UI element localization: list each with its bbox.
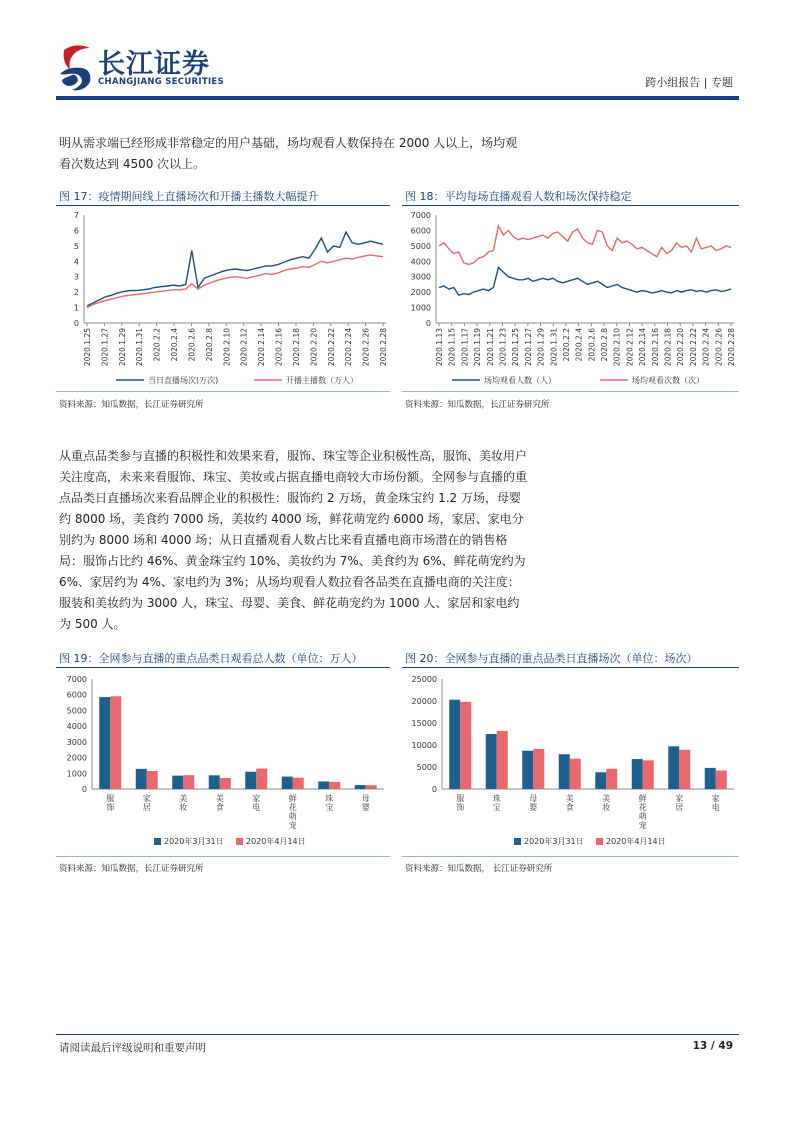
x-tick-label-char: 服 — [106, 794, 115, 803]
x-tick-label-char: 食 — [565, 803, 574, 812]
figure-17-bottom-rule — [56, 391, 390, 392]
logo-english-name: CHANGJIANG SECURITIES — [98, 77, 224, 87]
bar-母婴-1 — [355, 785, 366, 789]
bar-家居-2 — [679, 750, 690, 789]
x-tick-label-char: 母 — [529, 794, 538, 803]
figure-18-bottom-rule — [402, 391, 739, 392]
y-tick-label: 5000 — [410, 241, 431, 251]
legend-swatch-1 — [154, 838, 161, 845]
bar-美妆-2 — [183, 775, 194, 789]
x-tick-label: 2020.2.10 — [612, 328, 622, 367]
x-tick-label: 2020.1.25 — [511, 328, 521, 367]
x-tick-label: 2020.2.26 — [361, 328, 371, 367]
y-tick-label: 6000 — [66, 690, 87, 700]
x-tick-label: 2020.2.28 — [379, 328, 388, 367]
x-tick-label: 2020.1.17 — [460, 328, 470, 367]
x-tick-label: 2020.2.6 — [587, 328, 597, 362]
bar-珠宝-2 — [329, 782, 340, 789]
x-tick-label: 2020.2.18 — [291, 328, 301, 367]
company-logo — [56, 40, 246, 94]
y-tick-label: 1000 — [66, 769, 87, 779]
logo-chinese-name: 长江证券 — [98, 49, 210, 80]
series-line-2 — [87, 255, 383, 308]
figure-20-bottom-rule — [402, 856, 739, 857]
series-line-2 — [439, 226, 731, 265]
x-tick-label-char: 电 — [252, 803, 261, 812]
x-tick-label-char: 家 — [142, 794, 151, 803]
x-tick-label-char: 美 — [565, 794, 574, 803]
bar-家居-2 — [147, 771, 158, 789]
x-tick-label-char: 居 — [675, 803, 684, 812]
legend-label-1: 当日直播场次(万次) — [148, 376, 219, 385]
x-tick-label: 2020.2.16 — [274, 328, 284, 367]
x-tick-label-char: 珠 — [325, 794, 334, 803]
x-tick-label: 2020.2.20 — [676, 328, 686, 367]
x-tick-label-char: 家 — [711, 794, 720, 803]
figure-20-source: 资料来源：知瓜数据， 长江证券研究所 — [405, 864, 553, 874]
x-tick-label-char: 萌 — [288, 812, 297, 821]
x-tick-label: 2020.2.2 — [561, 328, 571, 362]
bar-鲜花萌宠-2 — [293, 778, 304, 789]
figure-19-top-rule — [56, 667, 390, 668]
y-tick-label: 4 — [73, 257, 79, 267]
y-tick-label: 2000 — [66, 753, 87, 763]
x-tick-label-char: 珠 — [492, 794, 501, 803]
x-tick-label-char: 母 — [361, 794, 370, 803]
x-tick-label-char: 美 — [602, 794, 611, 803]
bar-家电-1 — [705, 768, 716, 789]
legend-label-2: 2020年4月14日 — [606, 837, 666, 846]
bar-服饰-2 — [460, 702, 471, 789]
bar-美妆-1 — [172, 776, 183, 789]
x-tick-label: 2020.2.4 — [170, 328, 180, 362]
x-tick-label: 2020.2.24 — [701, 328, 711, 367]
bar-美食-1 — [559, 754, 570, 789]
x-tick-label: 2020.2.4 — [574, 328, 584, 362]
x-tick-label-char: 饰 — [106, 803, 115, 812]
bar-家电-2 — [256, 769, 267, 789]
x-tick-label: 2020.2.8 — [600, 328, 610, 362]
y-tick-label: 0 — [431, 785, 437, 794]
legend-label-1: 场均观看人数（人） — [484, 376, 556, 385]
figure-19-chart — [56, 669, 390, 853]
x-tick-label: 2020.1.25 — [83, 328, 92, 367]
x-tick-label-char: 美 — [215, 794, 224, 803]
legend-label-1: 2020年3月31日 — [524, 837, 584, 846]
x-tick-label-char: 妆 — [179, 803, 188, 812]
bar-服饰-1 — [99, 697, 110, 789]
x-tick-label: 2020.2.20 — [309, 328, 319, 367]
x-tick-label-char: 服 — [456, 794, 465, 803]
x-tick-label: 2020.1.27 — [100, 328, 110, 367]
legend-label-2: 场均观看次数（次） — [632, 376, 704, 385]
body-paragraph-1: 明从需求端已经形成非常稳定的用户基础，场均观看人数保持在 2000 人以上，场均观看次数达到 4500 次以上。 — [59, 136, 518, 171]
x-tick-label: 2020.2.2 — [152, 328, 162, 362]
x-tick-label: 2020.1.13 — [435, 328, 444, 367]
bar-鲜花萌宠-1 — [632, 759, 643, 789]
bar-母婴-2 — [533, 749, 544, 789]
y-tick-label: 25000 — [411, 675, 437, 684]
x-tick-label: 2020.2.6 — [187, 328, 197, 362]
y-tick-label: 7000 — [410, 211, 431, 220]
x-tick-label-char: 鲜 — [288, 794, 297, 803]
figure-17-title: 图 17：疫情期间线上直播场次和开播主播数大幅提升 — [59, 190, 319, 203]
x-tick-label: 2020.1.29 — [536, 328, 546, 367]
legend-swatch-2 — [596, 838, 603, 845]
x-tick-label-char: 电 — [711, 803, 720, 812]
report-type-label: 跨小组报告 | 专题 — [645, 76, 733, 89]
x-tick-label-char: 家 — [252, 794, 261, 803]
bar-鲜花萌宠-1 — [282, 777, 293, 789]
x-tick-label: 2020.2.26 — [714, 328, 724, 367]
x-tick-label: 2020.1.23 — [498, 328, 508, 367]
x-tick-label: 2020.1.19 — [473, 328, 483, 367]
x-tick-label-char: 饰 — [456, 803, 465, 812]
bar-美食-2 — [220, 778, 231, 789]
x-tick-label-char: 鲜 — [638, 794, 647, 803]
figure-17-chart — [56, 207, 390, 387]
header-divider — [56, 96, 739, 100]
bar-母婴-1 — [522, 751, 533, 789]
y-tick-label: 10000 — [411, 741, 437, 750]
bar-美妆-1 — [595, 772, 606, 789]
x-tick-label: 2020.1.31 — [135, 328, 145, 367]
x-tick-label: 2020.2.14 — [638, 328, 648, 367]
x-tick-label-char: 婴 — [361, 803, 370, 812]
y-tick-label: 0 — [81, 785, 87, 794]
x-tick-label-char: 萌 — [638, 812, 647, 821]
logo-emblem-icon — [56, 40, 96, 94]
figure-18-source: 资料来源：知瓜数据，长江证券研究所 — [405, 400, 550, 410]
y-tick-label: 1 — [73, 303, 79, 313]
y-tick-label: 3000 — [66, 737, 87, 747]
x-tick-label: 2020.2.16 — [650, 328, 660, 367]
x-tick-label-char: 食 — [215, 803, 224, 812]
figure-17-source: 资料来源：知瓜数据，长江证券研究所 — [59, 400, 204, 410]
figure-19-source: 资料来源：知瓜数据，长江证券研究所 — [59, 864, 204, 874]
x-tick-label: 2020.2.18 — [663, 328, 673, 367]
y-tick-label: 0 — [73, 319, 79, 328]
bar-珠宝-1 — [486, 734, 497, 789]
figure-18-chart — [402, 207, 739, 387]
figure-17-top-rule — [56, 205, 390, 206]
y-tick-label: 7 — [73, 211, 79, 220]
x-tick-label-char: 居 — [142, 803, 151, 812]
figure-19-bottom-rule — [56, 856, 390, 857]
bar-珠宝-2 — [497, 731, 508, 789]
x-tick-label: 2020.2.12 — [625, 328, 635, 367]
x-tick-label: 2020.1.21 — [485, 328, 495, 367]
x-tick-label-char: 美 — [179, 794, 188, 803]
x-tick-label: 2020.1.27 — [523, 328, 533, 367]
figure-19-title: 图 19：全网参与直播的重点品类日观看总人数（单位：万人） — [59, 652, 363, 665]
y-tick-label: 5000 — [66, 706, 87, 716]
y-tick-label: 15000 — [411, 719, 437, 728]
bar-服饰-1 — [449, 700, 460, 789]
body-paragraph-2: 从重点品类参与直播的积极性和效果来看，服饰、珠宝等企业积极性高，服饰、美妆用户关注度高，未来来看服饰、珠宝、美妆或占据直播电商较大市场份额。全网参与直播的重点品类日直播场次来看品牌企业的积极性：服饰约 2 万场，黄金珠宝约 1.2 万场，母婴约 8000 场，美食约 7000 场，美妆约 4000 场，鲜花萌宠约 6000 场，家居、家电分别约为 8000 场和 4000 场；从日直播观看人数占比来看直播电商市场潜在的销售格局：服饰占比约 46%、黄金珠宝约 10%、美妆约为 7%、美食约为 6%、鲜花萌宠约为 6%、家居约为 4%、家电约为 3%；从场均观看人数拉看各品类在直播电商的关注度：服装和美妆约为 3000 人，珠宝、母婴、美食、鲜花萌宠约为 1000 人、家居和家电约为 500 人。 — [59, 449, 528, 631]
y-tick-label: 7000 — [66, 675, 87, 684]
figure-18-title: 图 18：平均每场直播观看人数和场次保持稳定 — [405, 190, 632, 203]
bar-美妆-2 — [606, 769, 617, 789]
x-tick-label: 2020.2.28 — [727, 328, 736, 367]
bar-美食-2 — [570, 759, 581, 789]
y-tick-label: 6000 — [410, 226, 431, 236]
series-line-1 — [439, 268, 731, 296]
figure-20-title: 图 20：全网参与直播的重点品类日直播场次（单位：场次） — [405, 652, 698, 665]
x-tick-label: 2020.2.12 — [239, 328, 249, 367]
y-tick-label: 4000 — [410, 257, 431, 267]
bar-家电-1 — [245, 772, 256, 789]
x-tick-label-char: 婴 — [529, 803, 538, 812]
y-tick-label: 0 — [425, 319, 431, 328]
x-tick-label: 2020.2.22 — [688, 328, 698, 367]
x-tick-label: 2020.1.15 — [447, 328, 457, 367]
y-tick-label: 1000 — [410, 303, 431, 313]
bar-家居-1 — [668, 746, 679, 789]
y-tick-label: 5 — [73, 241, 79, 251]
page-number: 13 / 49 — [692, 1040, 733, 1052]
x-tick-label-char: 花 — [288, 803, 297, 812]
x-tick-label-char: 家 — [675, 794, 684, 803]
x-tick-label: 2020.2.22 — [326, 328, 336, 367]
y-tick-label: 6 — [73, 226, 79, 236]
x-tick-label-char: 花 — [638, 803, 647, 812]
legend-swatch-1 — [514, 838, 521, 845]
x-tick-label: 2020.2.14 — [257, 328, 267, 367]
x-tick-label: 2020.1.29 — [117, 328, 127, 367]
y-tick-label: 2000 — [410, 288, 431, 298]
bar-家居-1 — [136, 769, 147, 789]
y-tick-label: 20000 — [411, 697, 437, 706]
legend-label-2: 开播主播数（万人） — [286, 376, 358, 385]
bar-服饰-2 — [110, 696, 121, 789]
legend-label-1: 2020年3月31日 — [164, 837, 224, 846]
x-tick-label-char: 宠 — [288, 821, 297, 830]
x-tick-label: 2020.1.31 — [549, 328, 559, 367]
y-tick-label: 3 — [73, 272, 79, 282]
footer-divider — [56, 1034, 739, 1035]
bar-母婴-2 — [366, 785, 377, 789]
bar-鲜花萌宠-2 — [643, 760, 654, 789]
x-tick-label-char: 宝 — [325, 803, 334, 812]
figure-20-top-rule — [402, 667, 739, 668]
x-tick-label-char: 宠 — [638, 821, 647, 830]
y-tick-label: 5000 — [416, 763, 437, 772]
figure-18-top-rule — [402, 205, 739, 206]
y-tick-label: 2 — [73, 288, 79, 298]
x-tick-label-char: 宝 — [492, 803, 501, 812]
bar-家电-2 — [716, 771, 727, 789]
bar-珠宝-1 — [318, 781, 329, 789]
y-tick-label: 3000 — [410, 272, 431, 282]
legend-swatch-2 — [236, 838, 243, 845]
x-tick-label: 2020.2.24 — [344, 328, 354, 367]
x-tick-label: 2020.2.8 — [204, 328, 214, 362]
legend-label-2: 2020年4月14日 — [246, 837, 306, 846]
y-tick-label: 4000 — [66, 722, 87, 732]
bar-美食-1 — [209, 775, 220, 789]
footer-disclaimer: 请阅读最后评级说明和重要声明 — [59, 1042, 206, 1054]
figure-20-chart — [402, 669, 739, 853]
x-tick-label-char: 妆 — [602, 803, 611, 812]
x-tick-label: 2020.2.10 — [222, 328, 232, 367]
